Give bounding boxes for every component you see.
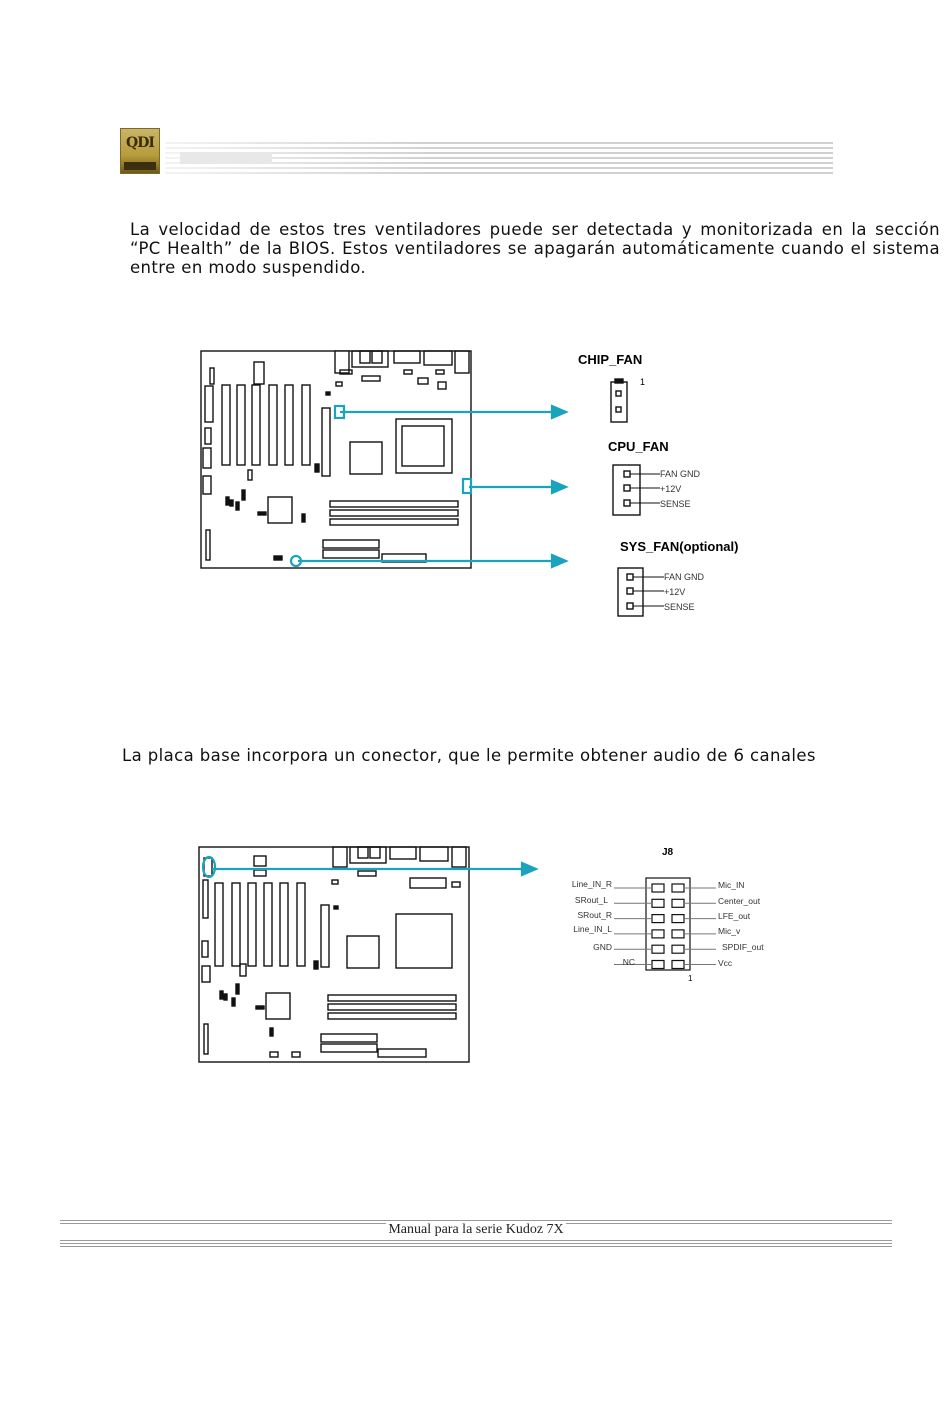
audio-leader-line: [203, 857, 536, 877]
audio-left-pin-6: NC: [622, 957, 635, 967]
arrowhead-audio: [522, 863, 536, 875]
audio-right-pin-4: Mic_v: [718, 926, 741, 936]
audio-pin-6-right: [672, 961, 684, 969]
audio-left-pin-1: Line_IN_R: [571, 879, 612, 889]
audio-pin-4-left: [652, 930, 664, 938]
audio-right-pin-3: LFE_out: [718, 911, 751, 921]
sys-fan-header: [618, 568, 664, 616]
audio-connector-label: J8: [662, 847, 674, 858]
audio-pin-4-right: [672, 930, 684, 938]
audio-header: [646, 878, 690, 970]
motherboard-outline-1: [201, 351, 471, 568]
cpu-fan-header: [613, 465, 660, 515]
audio-left-pin-2: SRout_L: [574, 895, 608, 905]
audio-pin-6-left: [652, 961, 664, 969]
audio-pin-2-left: [652, 899, 664, 907]
audio-paragraph: La placa base incorpora un conector, que le permite obtener audio de 6 canales: [122, 746, 816, 765]
sys-fan-pin-sense: SENSE: [664, 602, 695, 612]
sys-fan-pin-gnd: FAN GND: [664, 572, 705, 582]
audio-right-pin-1: Mic_IN: [718, 880, 745, 890]
footer: [60, 1218, 892, 1248]
arrowhead-sys-fan: [552, 555, 566, 567]
fan-leader-lines: [291, 406, 566, 567]
sys-fan-pin-12v: +12V: [664, 587, 686, 597]
footer-text: Manual para la serie Kudoz 7X: [388, 1222, 564, 1237]
chip-fan-pin1-label: 1: [640, 377, 646, 387]
qdi-logo: [120, 128, 160, 174]
arrowhead-chip-fan: [552, 406, 566, 418]
chip-fan-header: [611, 379, 627, 422]
audio-left-pin-5: GND: [593, 942, 612, 952]
chip-fan-title: CHIP_FAN: [578, 352, 643, 367]
audio-connector-diagram: [190, 838, 790, 1068]
audio-pin-5-left: [652, 945, 664, 953]
cpu-fan-pin-sense: SENSE: [660, 499, 691, 509]
audio-right-pin-2: Center_out: [718, 896, 761, 906]
header-tab-shape: [180, 152, 272, 164]
cpu-fan-pin-gnd: FAN GND: [660, 469, 701, 479]
audio-pin-1-left: [652, 884, 664, 892]
cpu-fan-title: CPU_FAN: [608, 439, 669, 454]
arrowhead-cpu-fan: [552, 481, 566, 493]
audio-pin-5-right: [672, 945, 684, 953]
audio-right-pin-6: Vcc: [718, 958, 733, 968]
audio-left-pin-3: SRout_R: [577, 910, 612, 920]
audio-pin-1-right: [672, 884, 684, 892]
fan-connectors-diagram: [190, 340, 790, 630]
logo-text: QDI: [126, 135, 154, 151]
audio-right-pin-5: SPDIF_out: [722, 942, 764, 952]
audio-left-pin-4: Line_IN_L: [573, 924, 612, 934]
audio-pin1-label: 1: [688, 974, 693, 983]
cpu-fan-pin-12v: +12V: [660, 484, 682, 494]
audio-pin-3-right: [672, 915, 684, 923]
sys-fan-title: SYS_FAN(optional): [620, 539, 739, 554]
audio-pin-3-left: [652, 915, 664, 923]
audio-pin-2-right: [672, 899, 684, 907]
fan-paragraph: La velocidad de estos tres ventiladores puede ser detectada y monitorizada en la sección “PC Health” de la BIOS. Estos ventiladores se apagarán automáticamente cuando el sistema entre en modo suspendido.: [130, 220, 940, 277]
motherboard-outline-2: [199, 847, 469, 1062]
